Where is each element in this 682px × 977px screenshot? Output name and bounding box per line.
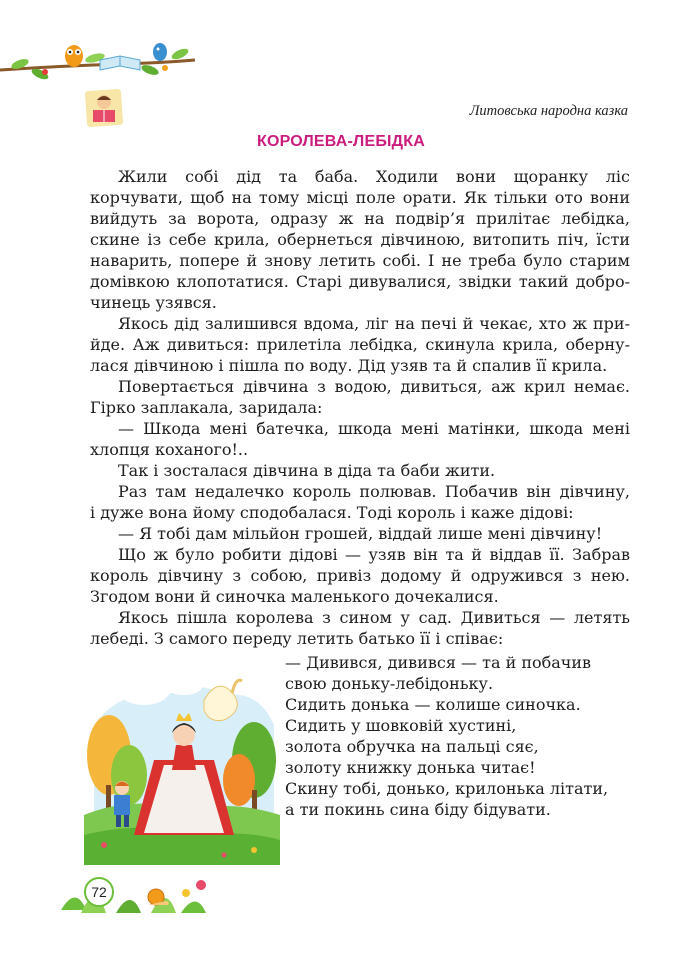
text-line: — Я тобі дам мільйон грошей, віддай лише мені дівчину!	[118, 524, 603, 543]
bird-icon	[153, 43, 167, 61]
verse-line: золота обручка на пальці сяє,	[285, 737, 539, 756]
text-line: Жили собі дід та баба. Ходили вони щоранку ліс	[118, 167, 630, 186]
text-line: домівкою клопотатися. Старі дивувалися, звідки такий добро-	[90, 272, 630, 291]
text-line: Якось пішла королева з сином у сад. Дивиться — летять	[118, 608, 630, 627]
text-line: лася дівчиною і пішла по воду. Дід узяв та й спалив її крила.	[90, 356, 608, 375]
page-number: 72	[84, 877, 114, 907]
text-line: хлопця коханого!..	[90, 440, 249, 459]
open-book-icon	[100, 56, 140, 70]
text-line: скине із себе крила, обернеться дівчиною, витопить піч, їсти	[90, 230, 630, 249]
verse-line: золоту книжку донька читає!	[285, 758, 536, 777]
text-line: Раз там недалечко король полював. Побачив він дівчину,	[118, 482, 630, 501]
verse-line: а ти покинь сина біду бідувати.	[285, 800, 551, 819]
verse-line: Сидить донька — колише синочка.	[285, 695, 581, 714]
owl-icon	[65, 45, 83, 67]
verse-line: свою доньку-лебідоньку.	[285, 674, 494, 693]
grass-and-snail-decoration	[56, 865, 226, 920]
text-line: Так і зосталася дівчина в діда та баби жити.	[118, 461, 496, 480]
text-line: вийдуть за ворота, одразу ж на подвір’я прилітає лебідка,	[90, 209, 630, 228]
text-line: Якось дід залишився вдома, ліг на печі й чекає, хто ж при-	[118, 314, 630, 333]
text-line: Згодом вони й синочка маленького дочекалися.	[90, 587, 499, 606]
text-line: Повертається дівчина з водою, дивиться, аж крил немає.	[118, 377, 630, 396]
snail-icon	[148, 889, 169, 905]
text-line: король дівчину з собою, привіз додому й одружився з нею.	[90, 566, 630, 585]
text-line: і дуже вона йому сподобалася. Тоді король і каже дідові:	[90, 503, 574, 522]
text-line: Що ж було робити дідові — узяв він та й віддав її. Забрав	[118, 545, 630, 564]
page-title: КОРОЛЕВА-ЛЕБІДКА	[256, 133, 426, 150]
verse-line: Скину тобі, донько, крилонька літати,	[285, 779, 609, 798]
text-line: йде. Аж дивиться: прилетіла лебідка, скинула крила, оберну-	[90, 335, 630, 354]
text-line: лебеді. З самого переду летить батько її і співає:	[90, 629, 504, 648]
verse-line: — Дивився, дивився — та й побачив	[285, 653, 592, 672]
text-line: чинець узявся.	[90, 293, 217, 312]
text-line: корчувати, щоб на тому місці поле орати. Як тільки ото вони	[90, 188, 630, 207]
text-line: Гірко заплакала, заридала:	[90, 398, 323, 417]
verse-line: Сидить у шовковій хустині,	[285, 716, 517, 735]
reading-child-icon	[84, 88, 124, 128]
text-line: наварить, попере й знову летить собі. І не треба було старим	[90, 251, 630, 270]
folk-tale-origin: Литовська народна казка	[469, 103, 628, 119]
queen-and-son-illustration	[84, 665, 280, 865]
branch-with-birds-decoration	[0, 30, 200, 90]
text-line: — Шкода мені батечка, шкода мені матінки, шкода мені	[118, 419, 630, 438]
